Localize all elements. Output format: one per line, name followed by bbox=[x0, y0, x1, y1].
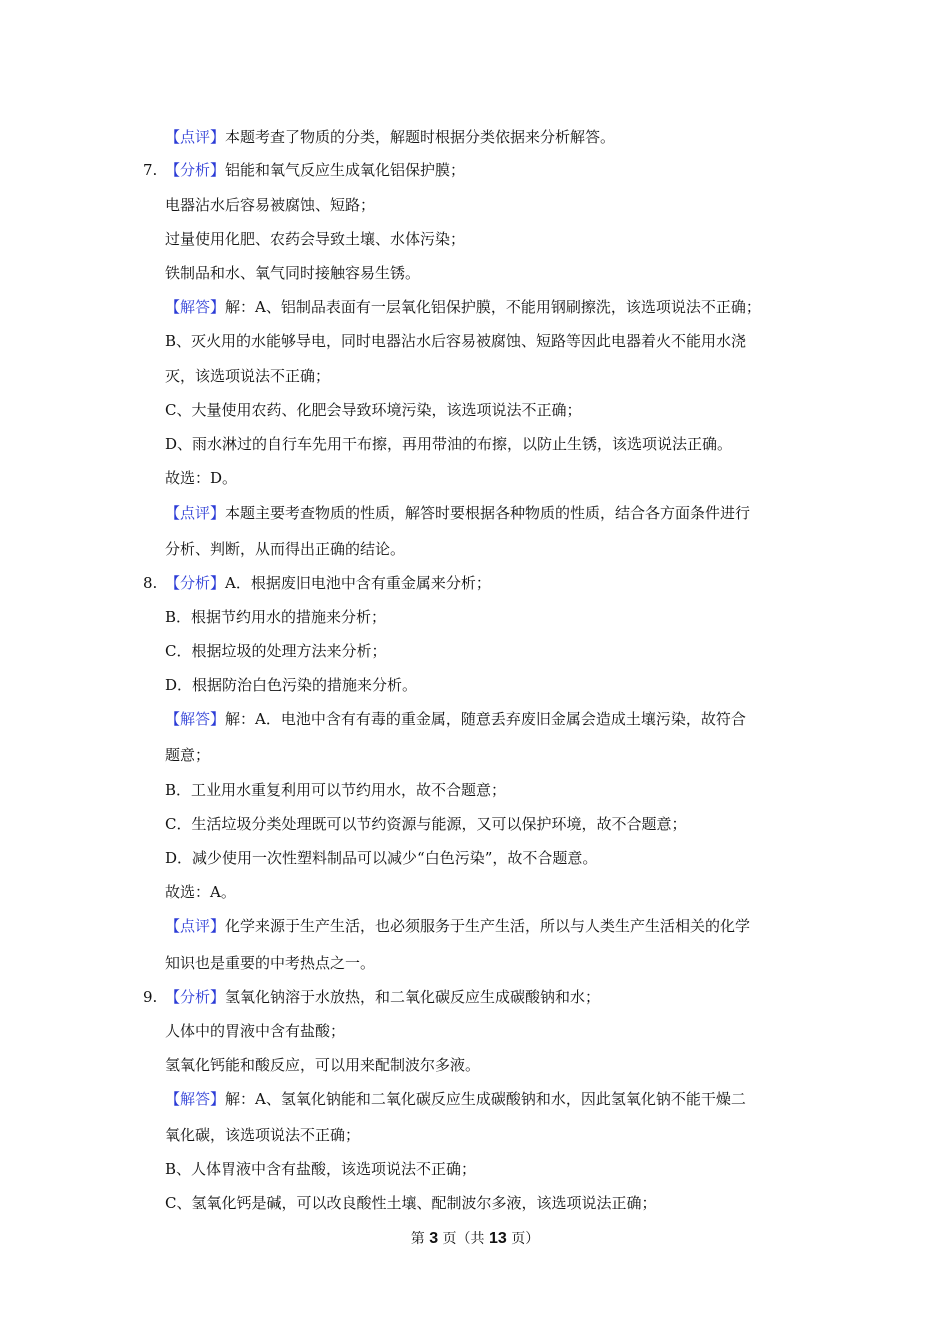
answer-tag: 【解答】 bbox=[165, 710, 226, 728]
q8-analysis: 8. 【分析】A．根据废旧电池中含有重金属来分析； bbox=[143, 574, 491, 592]
q7-analysis-line: 铁制品和水、氧气同时接触容易生锈。 bbox=[165, 264, 421, 282]
analysis-tag: 【分析】 bbox=[165, 988, 226, 1006]
analysis-tag: 【分析】 bbox=[165, 574, 226, 592]
question-number: 8. bbox=[143, 574, 158, 592]
q8-analysis-line: D．根据防治白色污染的措施来分析。 bbox=[165, 676, 418, 694]
q9-answer-line: 氧化碳，该选项说法不正确； bbox=[165, 1126, 361, 1144]
q8-answer-line: D．减少使用一次性塑料制品可以减少“白色污染”，故不合题意。 bbox=[165, 849, 598, 867]
q8-answer-line: C．生活垃圾分类处理既可以节约资源与能源，又可以保护环境，故不合题意； bbox=[165, 815, 687, 833]
q8-answer-line: 故选：A。 bbox=[165, 883, 236, 901]
q7-comment: 【点评】本题主要考查物质的性质，解答时要根据各种物质的性质，结合各方面条件进行 bbox=[165, 504, 751, 522]
q9-answer-line: C、氢氧化钙是碱，可以改良酸性土壤、配制波尔多液，该选项说法正确； bbox=[165, 1194, 657, 1212]
q7-answer-line: 灭，该选项说法不正确； bbox=[165, 367, 331, 385]
q9-analysis-line: 人体中的胃液中含有盐酸； bbox=[165, 1022, 346, 1040]
q7-comment-line: 分析、判断，从而得出正确的结论。 bbox=[165, 540, 406, 558]
q9-analysis-line: 氢氧化钙能和酸反应，可以用来配制波尔多液。 bbox=[165, 1056, 481, 1074]
q8-answer-line: B．工业用水重复利用可以节约用水，故不合题意； bbox=[165, 781, 507, 799]
q8-answer-line: 题意； bbox=[165, 746, 211, 764]
comment-tag: 【点评】 bbox=[165, 128, 226, 146]
q7-analysis-line: 过量使用化肥、农药会导致土壤、水体污染； bbox=[165, 230, 466, 248]
q9-answer-line: B、人体胃液中含有盐酸，该选项说法不正确； bbox=[165, 1160, 477, 1178]
q8-answer: 【解答】解：A．电池中含有有毒的重金属，随意丢弃废旧金属会造成土壤污染，故符合 bbox=[165, 710, 746, 728]
q7-analysis-line: 电器沾水后容易被腐蚀、短路； bbox=[165, 196, 376, 214]
q8-comment-line: 知识也是重要的中考热点之一。 bbox=[165, 954, 376, 972]
answer-tag: 【解答】 bbox=[165, 298, 226, 316]
total-page-count: 13 bbox=[489, 1230, 507, 1247]
comment-tag: 【点评】 bbox=[165, 504, 226, 522]
q9-analysis: 9. 【分析】氢氧化钠溶于水放热，和二氧化碳反应生成碳酸钠和水； bbox=[143, 988, 601, 1006]
q7-analysis: 7. 【分析】铝能和氧气反应生成氧化铝保护膜； bbox=[143, 161, 466, 179]
page-footer: 第 3 页（共 13 页） bbox=[410, 1230, 540, 1247]
q7-answer-line: D、雨水淋过的自行车先用干布擦，再用带油的布擦，以防止生锈，该选项说法正确。 bbox=[165, 435, 733, 453]
answer-tag: 【解答】 bbox=[165, 1090, 226, 1108]
q7-answer-line: 故选：D。 bbox=[165, 469, 238, 487]
q8-comment: 【点评】化学来源于生产生活，也必须服务于生产生活，所以与人类生产生活相关的化学 bbox=[165, 917, 751, 935]
q6-comment: 【点评】本题考查了物质的分类，解题时根据分类依据来分析解答。 bbox=[165, 128, 616, 146]
q7-answer: 【解答】解：A、铝制品表面有一层氧化铝保护膜，不能用钢刷擦洗，该选项说法不正确； bbox=[165, 298, 761, 316]
q8-analysis-line: B．根据节约用水的措施来分析； bbox=[165, 608, 387, 626]
q7-answer-line: B、灭火用的水能够导电，同时电器沾水后容易被腐蚀、短路等因此电器着火不能用水浇 bbox=[165, 332, 747, 350]
q7-answer-line: C、大量使用农药、化肥会导致环境污染，该选项说法不正确； bbox=[165, 401, 582, 419]
comment-tag: 【点评】 bbox=[165, 917, 226, 935]
question-number: 7. bbox=[143, 161, 158, 179]
analysis-tag: 【分析】 bbox=[165, 161, 226, 179]
question-number: 9. bbox=[143, 988, 158, 1006]
current-page-number: 3 bbox=[429, 1230, 439, 1247]
q8-analysis-line: C．根据垃圾的处理方法来分析； bbox=[165, 642, 387, 660]
q9-answer: 【解答】解：A、氢氧化钠能和二氧化碳反应生成碳酸钠和水，因此氢氧化钠不能干燥二 bbox=[165, 1090, 746, 1108]
